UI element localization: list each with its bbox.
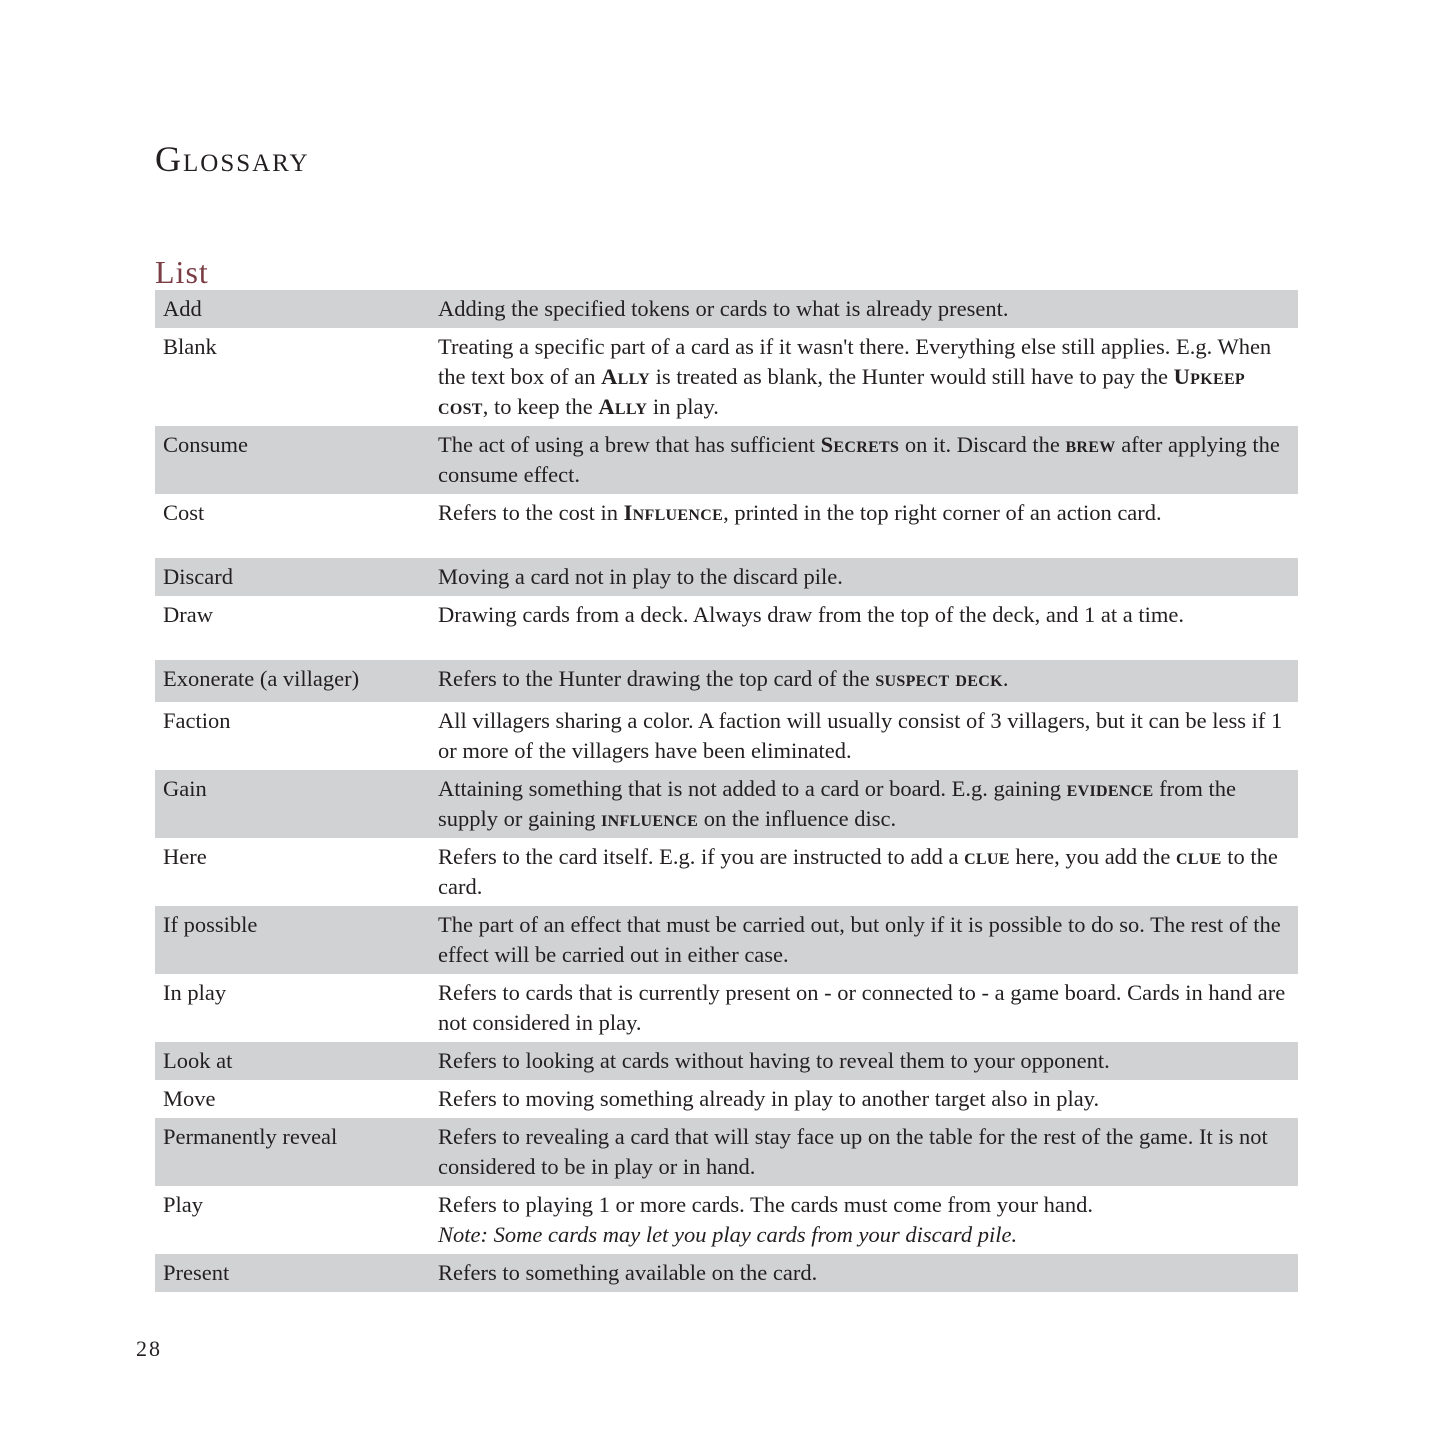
keyword: Influence — [623, 500, 724, 525]
keyword: Secrets — [820, 432, 900, 457]
glossary-term: If possible — [155, 906, 430, 974]
definition-text: to the card. — [438, 844, 1278, 899]
definition-text: Treating a specific part of a card as if it wasn't there. Everything else still applies. E.g. When the text box of an — [438, 334, 1272, 389]
definition-note: Note: Some cards may let you play cards from your discard pile. — [438, 1222, 1018, 1247]
glossary-term: Draw — [163, 602, 213, 627]
glossary-row-present — [155, 1254, 1298, 1292]
glossary-row-permanently-reveal — [155, 1118, 1298, 1186]
glossary-term: Faction — [163, 708, 231, 733]
glossary-term: In play — [163, 980, 227, 1005]
glossary-term: Play — [163, 1192, 204, 1217]
glossary-row-faction — [155, 702, 1298, 770]
glossary-term: Gain — [155, 770, 430, 838]
glossary-term: Present — [155, 1254, 430, 1292]
glossary-row-move — [155, 1080, 1298, 1118]
glossary-row-here — [155, 838, 1298, 906]
glossary-definition — [430, 838, 1298, 906]
glossary-term: Discard — [155, 558, 430, 596]
keyword: Ally — [601, 364, 650, 389]
glossary-row-discard — [155, 558, 1298, 596]
glossary-definition — [430, 426, 1298, 494]
keyword: evidence — [1066, 776, 1154, 801]
glossary-term: Blank — [163, 334, 217, 359]
glossary-definition: Refers to revealing a card that will stay face up on the table for the rest of the game. It is not considered to be in play or in hand. — [430, 1118, 1298, 1186]
definition-text: after applying the consume effect. — [438, 432, 1280, 487]
glossary-row-blank — [155, 328, 1298, 426]
glossary-row-if-possible — [155, 906, 1298, 974]
glossary-definition: All villagers sharing a color. A faction will usually consist of 3 villagers, but it can be less if 1 or more of the villagers have been eliminated. — [438, 708, 1283, 763]
definition-text: in play. — [647, 394, 719, 419]
definition-text: Refers to the cost in — [438, 500, 624, 525]
glossary-term: Permanently reveal — [155, 1118, 430, 1186]
glossary-term: Exonerate (a villager) — [155, 660, 430, 702]
keyword: clue — [964, 844, 1010, 869]
glossary-definition: Refers to moving something already in play to another target also in play. — [438, 1086, 1100, 1111]
definition-text: Refers to the card itself. E.g. if you are instructed to add a — [438, 844, 965, 869]
definition-text: here, you add the — [1009, 844, 1176, 869]
glossary-definition: Refers to looking at cards without having to reveal them to your opponent. — [430, 1042, 1298, 1080]
glossary-row-play — [155, 1186, 1298, 1254]
glossary-table — [155, 290, 1298, 1292]
definition-text: on it. Discard the — [899, 432, 1066, 457]
glossary-definition: Adding the specified tokens or cards to what is already present. — [430, 290, 1298, 328]
glossary-row-exonerate — [155, 660, 1298, 702]
definition-text: Refers to the Hunter drawing the top card of the — [438, 666, 876, 691]
keyword: clue — [1175, 844, 1222, 869]
glossary-term: Add — [155, 290, 430, 328]
glossary-definition: Refers to cards that is currently present on - or connected to - a game board. Cards in hand are not considered in play. — [438, 980, 1286, 1035]
keyword: brew — [1065, 432, 1116, 457]
glossary-term: Consume — [155, 426, 430, 494]
glossary-row-add — [155, 290, 1298, 328]
glossary-term: Cost — [163, 500, 205, 525]
glossary-row-consume — [155, 426, 1298, 494]
page-number: 28 — [136, 1336, 162, 1361]
glossary-definition: Moving a card not in play to the discard pile. — [430, 558, 1298, 596]
section-title: List — [155, 254, 209, 290]
definition-text: The act of using a brew that has sufficient — [438, 432, 821, 457]
glossary-row-cost — [155, 494, 1298, 558]
glossary-definition — [430, 494, 1298, 558]
glossary-row-in-play — [155, 974, 1298, 1042]
definition-text: Refers to playing 1 or more cards. The cards must come from your hand. — [438, 1192, 1094, 1217]
definition-text: , printed in the top right corner of an action card. — [723, 500, 1162, 525]
keyword: influence — [601, 806, 699, 831]
page-title: Glossary — [155, 139, 310, 179]
glossary-row-draw — [155, 596, 1298, 660]
glossary-definition: Drawing cards from a deck. Always draw from the top of the deck, and 1 at a time. — [438, 602, 1185, 627]
glossary-definition — [430, 770, 1298, 838]
definition-text: Attaining something that is not added to a card or board. E.g. gaining — [438, 776, 1067, 801]
glossary-term: Here — [163, 844, 207, 869]
glossary-term: Move — [163, 1086, 216, 1111]
definition-text: . — [1002, 666, 1009, 691]
glossary-term: Look at — [155, 1042, 430, 1080]
glossary-definition — [430, 660, 1298, 702]
definition-text: on the influence disc. — [698, 806, 897, 831]
definition-text: from the supply or gaining — [438, 776, 1236, 831]
glossary-definition — [430, 1186, 1298, 1254]
glossary-row-look-at — [155, 1042, 1298, 1080]
keyword: Ally — [598, 394, 648, 419]
definition-text: is treated as blank, the Hunter would still have to pay the — [649, 364, 1174, 389]
keyword: suspect deck — [875, 666, 1003, 691]
definition-text: , to keep the — [482, 394, 599, 419]
glossary-definition: The part of an effect that must be carried out, but only if it is possible to do so. The rest of the effect will be carried out in either case. — [430, 906, 1298, 974]
glossary-definition: Refers to something available on the card. — [430, 1254, 1298, 1292]
keyword: Upkeep cost — [438, 364, 1245, 419]
glossary-row-gain — [155, 770, 1298, 838]
glossary-definition — [430, 328, 1298, 426]
